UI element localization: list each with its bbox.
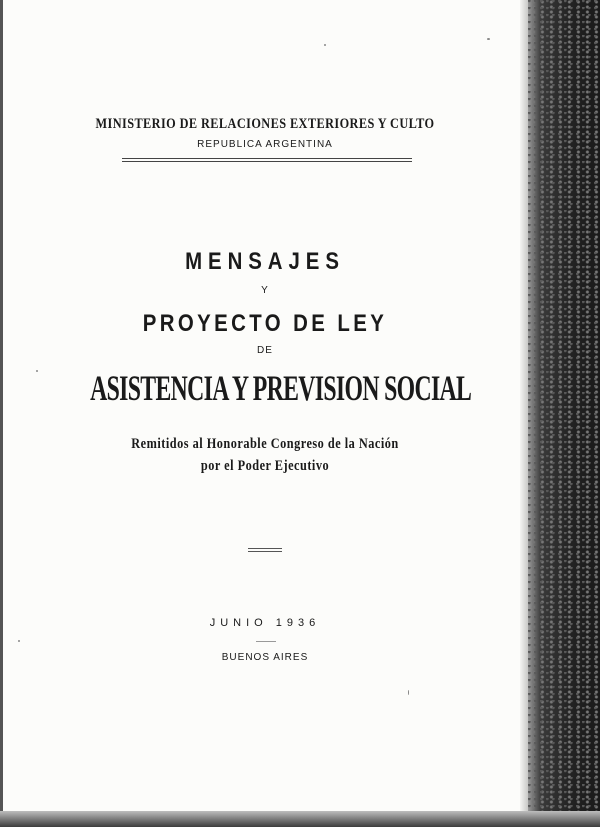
page-bottom-edge [0,811,600,827]
page-left-edge [0,0,3,827]
publication-date: JUNIO 1936 [209,617,321,629]
ornament-rule-top [248,548,282,549]
title-asistencia: ASISTENCIA Y PREVISION SOCIAL [90,368,472,408]
title-preposition: DE [257,345,273,356]
title-mensajes: MENSAJES [185,248,345,275]
paper-speck [18,640,20,642]
title-conjunction: Y [261,285,269,296]
page-shadow [520,0,528,827]
ministry-heading: MINISTERIO DE RELACIONES EXTERIORES Y CULTO [95,116,435,132]
binding-edge [528,0,600,827]
paper-speck [324,44,326,46]
republic-subheading: REPUBLICA ARGENTINA [197,139,333,150]
publication-city: BUENOS AIRES [221,652,309,663]
header-rule-bottom [122,161,412,162]
title-proyecto: PROYECTO DE LEY [142,310,388,337]
paper-speck [487,38,490,40]
imprint-divider [256,641,276,642]
subtitle-line-1: Remitidos al Honorable Congreso de la Nación [131,436,399,452]
ornament-rule-bottom [248,551,282,552]
header-rule-top [122,158,412,159]
subtitle-line-2: por el Poder Ejecutivo [200,458,330,474]
paper-speck [408,690,409,695]
paper-speck [36,370,38,372]
